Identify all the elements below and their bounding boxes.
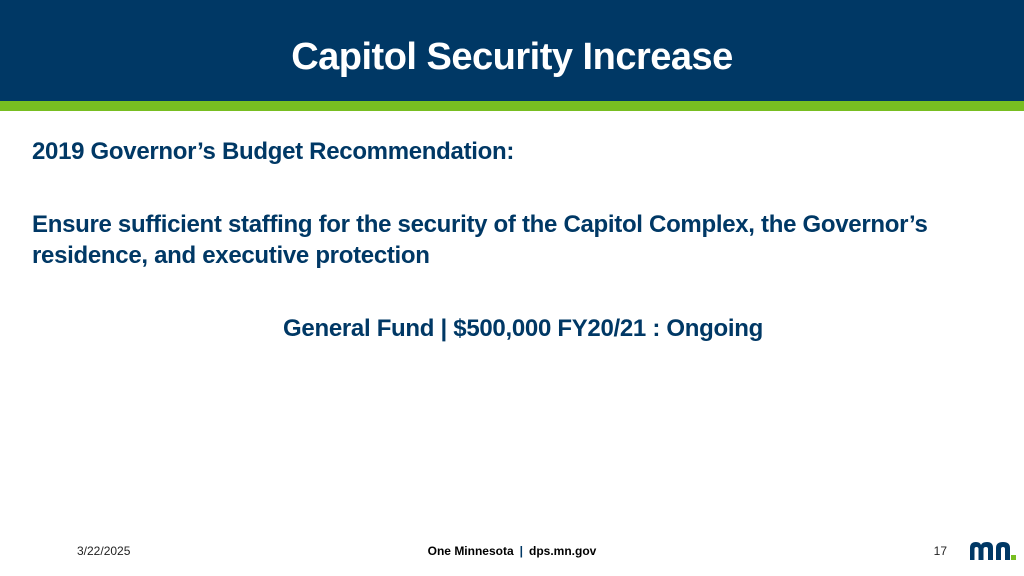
slide-subheading: 2019 Governor’s Budget Recommendation: xyxy=(32,138,515,165)
footer-date: 3/22/2025 xyxy=(77,544,131,558)
header-bar xyxy=(0,0,1024,101)
footer-separator: | xyxy=(519,544,524,558)
page-number: 17 xyxy=(933,544,947,558)
minnesota-logo-icon xyxy=(968,538,1018,562)
header-accent-stripe xyxy=(0,101,1024,111)
footer-website: dps.mn.gov xyxy=(529,544,597,558)
footer-center xyxy=(0,543,1024,559)
fund-line: General Fund | $500,000 FY20/21 : Ongoing xyxy=(283,315,763,342)
slide-body-text: Ensure sufficient staffing for the security of the Capitol Complex, the Governor’s residence, and executive protection xyxy=(32,211,928,269)
slide-title: Capitol Security Increase xyxy=(291,36,733,78)
footer-org: One Minnesota xyxy=(427,544,514,558)
